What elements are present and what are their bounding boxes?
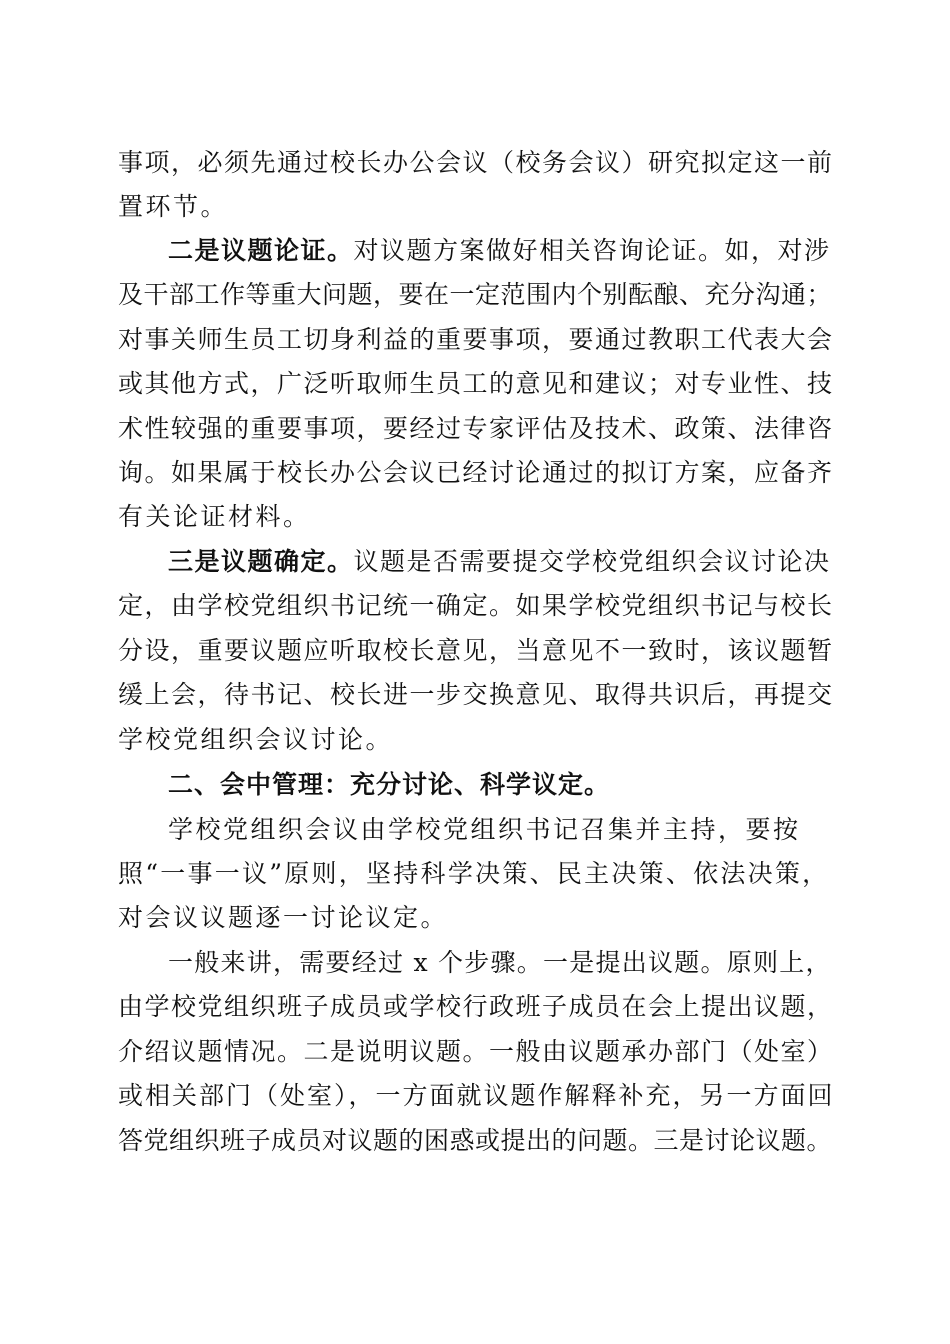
para1-line-7: 有关论证材料。 bbox=[118, 502, 311, 531]
para1-line-4: 或其他方式，广泛听取师生员工的意见和建议；对专业性、技 bbox=[118, 369, 834, 398]
para2-line-1 bbox=[168, 547, 831, 577]
para2-line-1-text: 议题是否需要提交学校党组织会议讨论决 bbox=[353, 547, 831, 576]
para2-lead: 三是议题确定。 bbox=[168, 547, 354, 576]
section-heading-2: 二、会中管理：充分讨论、科学议定。 bbox=[168, 770, 611, 799]
para4-line-4: 或相关部门（处室），一方面就议题作解释补充，另一方面回 bbox=[118, 1081, 835, 1110]
para2-line-5: 学校党组织会议讨论。 bbox=[118, 725, 394, 754]
para4-line-3: 介绍议题情况。二是说明议题。一般由议题承办部门（处室） bbox=[118, 1037, 834, 1066]
para1-line-6: 询。如果属于校长办公会议已经讨论通过的拟订方案，应备齐 bbox=[118, 458, 834, 487]
para4-line-2: 由学校党组织班子成员或学校行政班子成员在会上提出议题， bbox=[118, 992, 834, 1021]
para3-line-2: 照“一事一议”原则，坚持科学决策、民主决策、依法决策， bbox=[118, 859, 830, 888]
para1-line-5: 术性较强的重要事项，要经过专家评估及技术、政策、法律咨 bbox=[118, 414, 834, 443]
para3-line-1: 学校党组织会议由学校党组织书记召集并主持，要按 bbox=[168, 815, 801, 844]
para2-line-4: 缓上会，待书记、校长进一步交换意见、取得共识后，再提交 bbox=[118, 680, 834, 709]
para0-line-2: 置环节。 bbox=[118, 192, 229, 221]
para1-line-1 bbox=[168, 236, 831, 266]
para1-line-1-text: 对议题方案做好相关咨询论证。如，对涉 bbox=[353, 236, 831, 265]
para0-line-1: 事项，必须先通过校长办公会议（校务会议）研究拟定这一前 bbox=[118, 148, 834, 177]
para4-line-1: 一般来讲，需要经过 x 个步骤。一是提出议题。原则上， bbox=[168, 948, 832, 977]
para2-line-2: 定，由学校党组织书记统一确定。如果学校党组织书记与校长 bbox=[118, 591, 834, 620]
para1-line-2: 及干部工作等重大问题，要在一定范围内个别酝酿、充分沟通； bbox=[118, 280, 833, 309]
para1-lead: 二是议题论证。 bbox=[168, 236, 354, 265]
para1-line-3: 对事关师生员工切身利益的重要事项，要通过教职工代表大会 bbox=[118, 325, 834, 354]
para4-line-5: 答党组织班子成员对议题的困惑或提出的问题。三是讨论议题。 bbox=[118, 1126, 833, 1155]
para2-line-3: 分设，重要议题应听取校长意见，当意见不一致时，该议题暂 bbox=[118, 636, 834, 665]
para3-line-3: 对会议议题逐一讨论议定。 bbox=[118, 903, 449, 932]
